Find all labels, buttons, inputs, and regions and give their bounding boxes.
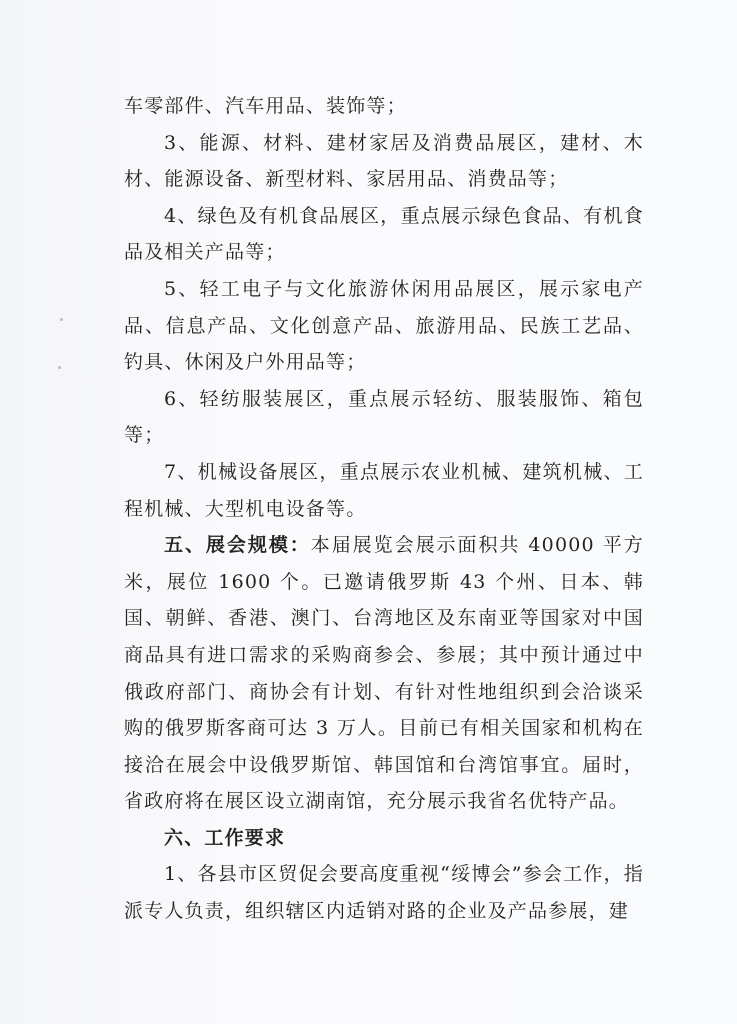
paragraph: 4、绿色及有机食品展区，重点展示绿色食品、有机食品及相关产品等； — [124, 204, 644, 264]
scan-speck — [60, 318, 63, 321]
section-6-item-1: 1、各县市区贸促会要高度重视“绥博会”参会工作，指派专人负责，组织辖区内适销对路的企业及产品参展，建 — [124, 863, 644, 923]
paragraph: 3、能源、材料、建材家居及消费品展区，建材、木材、能源设备、新型材料、家居用品、消费品等； — [124, 131, 644, 191]
paragraph: 7、机械设备展区，重点展示农业机械、建筑机械、工程机械、大型机电设备等。 — [124, 460, 644, 520]
section-6-heading: 六、工作要求 — [164, 826, 286, 849]
section-5-paragraph — [124, 527, 644, 820]
section-5-body: 本届展览会展示面积共 40000 平方米，展位 1600 个。已邀请俄罗斯 43 个州、日本、韩国、朝鲜、香港、澳门、台湾地区及东南亚等国家对中国商品具有进口需求的采购商参会、参展；其中预计通过中俄政府部门、商协会有计划、有针对性地组织到会洽谈采购的俄罗斯客商可达 3 万人。目前已有相关国家和机构在接洽在展会中设俄罗斯馆、韩国馆和台湾馆事宜。届时，省政府将在展区设立湖南馆，充分展示我省名优特产品。 — [124, 534, 644, 813]
paragraph: 5、轻工电子与文化旅游休闲用品展区，展示家电产品、信息产品、文化创意产品、旅游用品、民族工艺品、钓具、休闲及户外用品等； — [124, 277, 644, 374]
document-body — [124, 88, 644, 930]
scan-speck — [58, 366, 61, 369]
section-5-label: 五、展会规模： — [164, 534, 311, 557]
paragraph: 6、轻纺服装展区，重点展示轻纺、服装服饰、箱包等； — [124, 387, 644, 447]
paragraph: 车零部件、汽车用品、装饰等； — [124, 95, 407, 117]
